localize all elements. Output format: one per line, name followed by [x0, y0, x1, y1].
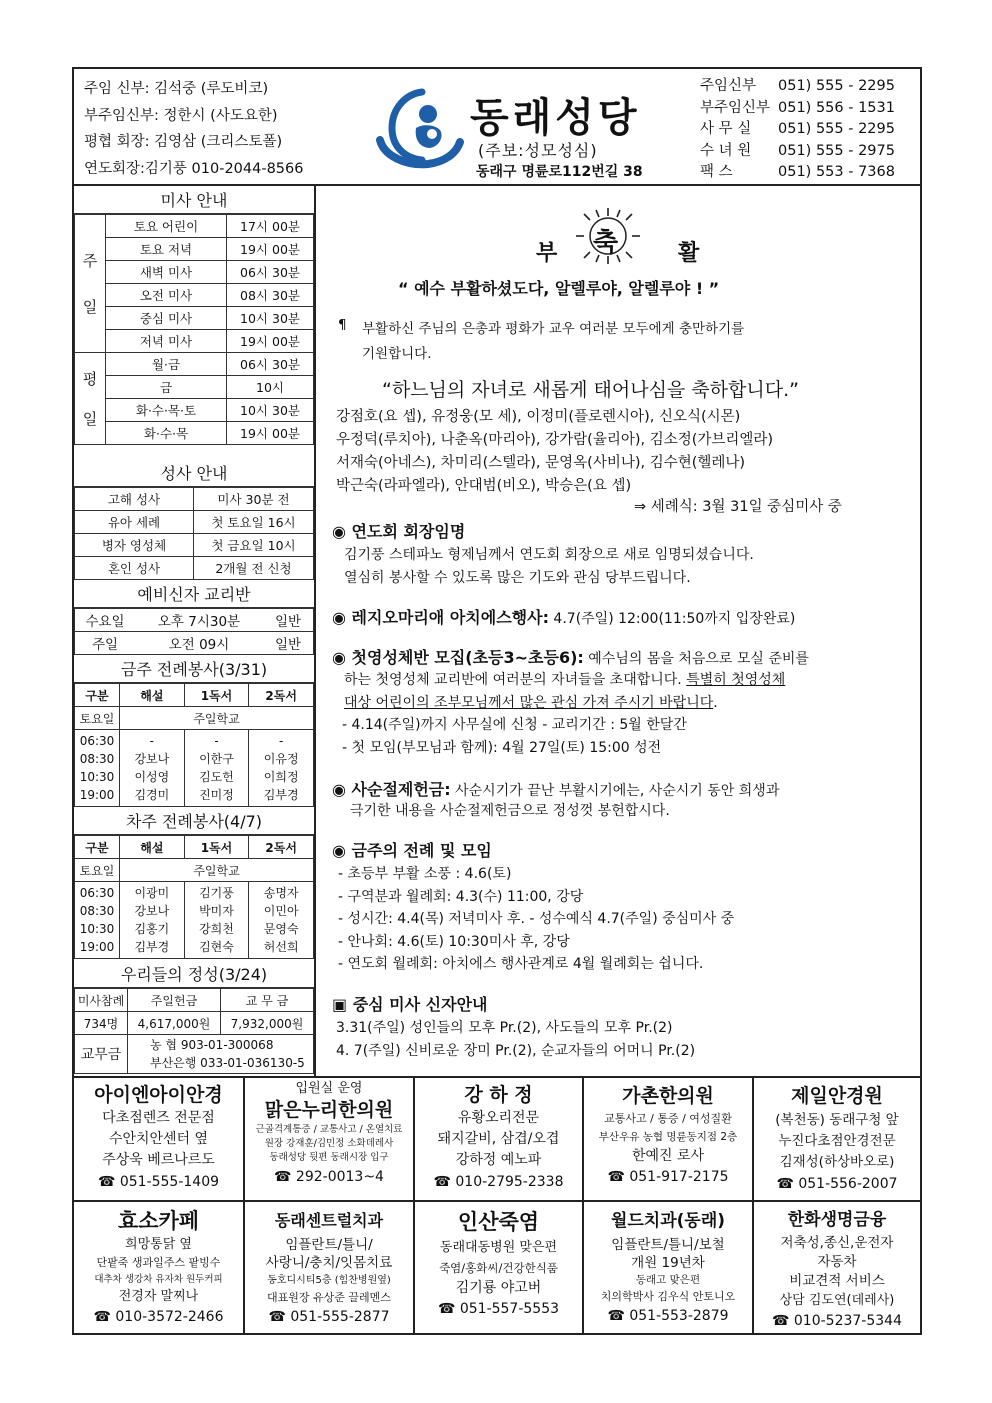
clergy-info	[84, 76, 304, 182]
class-time: 오전 09시	[135, 632, 263, 655]
header-divider	[72, 184, 922, 186]
sacrament-name: 혼인 성사	[75, 557, 194, 580]
church-address: 동래구 명륜로112번길 38	[476, 164, 643, 180]
contact-row	[700, 162, 895, 184]
mass-name: 새벽 미사	[106, 261, 227, 284]
table-row	[75, 353, 314, 376]
ads-divider	[72, 1076, 922, 1078]
sacrament-info: 미사 30분 전	[194, 488, 314, 511]
table-row	[75, 399, 314, 422]
account-numbers: 농 협 903-01-300068 부산은행 033-01-036130-5	[128, 1035, 314, 1074]
contact-phone: 051) 555 - 2295	[778, 121, 895, 137]
account-label: 교무금	[75, 1035, 128, 1074]
table-row	[75, 609, 314, 632]
easter-left-char: 부	[536, 241, 558, 266]
mass-name: 화·수·목·토	[106, 399, 227, 422]
greeting-line-2: 기원합니다.	[362, 346, 432, 362]
table-row	[75, 859, 314, 882]
greeting-line-1: 부활하신 주님의 은총과 평화가 교우 여러분 모두에게 충만하기를	[362, 321, 745, 337]
notice-4-text: 사순시기가 끝난 부활시기에는, 사순시기 동안 희생과	[450, 783, 780, 799]
saturday-label: 토요일	[75, 859, 120, 882]
ad-central-dental: 동래센트럴치과 임플란트/틀니/ 사랑니/충치/잇몸치료 동호디시티5층 (힘찬병원옆) 대표원장 유상준 끌레멘스 ☎ 051-555-2877	[265, 1211, 393, 1325]
table-row	[75, 557, 314, 580]
contact-label: 주임신부	[700, 78, 757, 94]
sacrament-name: 병자 영성체	[75, 534, 194, 557]
table-row	[75, 511, 314, 534]
column-header: 주일헌금	[128, 989, 221, 1012]
table-row	[75, 836, 314, 859]
notice-4-line-2: 극기한 내용을 사순절제헌금으로 정성껏 봉헌합시다.	[350, 803, 670, 819]
baptism-title: “하느님의 자녀로 새롭게 태어나심을 축하합니다.”	[382, 379, 799, 401]
time-cell: 06:30 08:30 10:30 19:00	[75, 730, 120, 807]
church-subtitle: (주보:성모성심)	[478, 141, 598, 160]
column-header: 해설	[120, 684, 185, 707]
contact-row	[700, 141, 895, 163]
contact-label: 사 무 실	[700, 121, 752, 137]
column-header: 교 무 금	[220, 989, 313, 1012]
mass-time: 10시 30분	[227, 307, 314, 330]
notice-1-title: ◉ 연도회 회장임명	[332, 522, 466, 541]
table-row	[75, 882, 314, 959]
mass-name: 토요 어린이	[106, 215, 227, 238]
ad-ini-optical: 아이엔아이안경 다초점렌즈 전문점 수안치안센터 옆 주상욱 베르나르도 ☎ 051-555-1409	[94, 1084, 223, 1190]
table-row	[75, 1012, 314, 1035]
commentary-cell: - 강보나 이성영 김경미	[120, 730, 185, 807]
column-header: 1독서	[184, 684, 249, 707]
contact-list	[700, 76, 895, 184]
baptism-date: ⇒ 세례식: 3월 31일 중심미사 중	[634, 499, 842, 515]
mass-title: 미사 안내	[74, 189, 314, 214]
mass-time: 19시 00분	[227, 238, 314, 261]
attendance-value: 734명	[75, 1012, 128, 1035]
ad-world-dental: 월드치과(동래) 임플란트/틀니/보철 개원 19년차 동래고 맞은편 치의학박사 김우식 안토니오 ☎ 051-553-2879	[600, 1211, 736, 1324]
sacrament-name: 유아 세례	[75, 511, 194, 534]
reading1-cell: 김기풍 박미자 강희천 김현숙	[184, 882, 249, 959]
table-row	[75, 632, 314, 655]
list-item: - 연도회 월례회: 아치에스 행사관계로 4월 월례회는 쉽니다.	[338, 956, 704, 972]
ad-gachon-clinic: 가촌한의원 교통사고 / 통증 / 여성질환 부산우유 농협 명륜동지점 2층 한예진 로사 ☎ 051-917-2175	[598, 1085, 738, 1185]
service-this-table	[74, 683, 314, 807]
notice-6-title: ▣ 중심 미사 신자안내	[332, 995, 488, 1014]
greeting-mark: ¶	[338, 317, 347, 333]
contact-row	[700, 76, 895, 98]
mass-time: 17시 00분	[227, 215, 314, 238]
notice-1-line-2: 열심히 봉사할 수 있도록 많은 기도와 관심 당부드립니다.	[344, 570, 691, 586]
baptism-names-4: 박근숙(라파엘라), 안대범(비오), 박승은(요 셉)	[336, 478, 632, 494]
mass-time: 10시	[227, 376, 314, 399]
pastor-line: 주임 신부: 김석중 (루도비코)	[84, 81, 269, 97]
yeondo-president-line: 연도회장:김기풍 010-2044-8566	[84, 160, 304, 177]
notice-2-text: 4.7(주일) 12:00(11:50까지 입장완료)	[548, 611, 796, 627]
list-item: 3.31(주일) 성인들의 모후 Pr.(2), 사도들의 모후 Pr.(2)	[336, 1020, 673, 1036]
table-row	[75, 684, 314, 707]
saturday-value: 주일학교	[120, 707, 314, 730]
associate-pastor-line: 부주임신부: 정한시 (사도요한)	[84, 107, 278, 124]
notice-2-title: ◉ 레지오마리애 아치에스행사:	[332, 608, 549, 627]
catechumen-title: 예비신자 교리반	[74, 583, 314, 608]
service-next-title: 차주 전례봉사(4/7)	[74, 810, 314, 835]
reading2-cell: - 이유정 이희정 김부경	[249, 730, 314, 807]
column-header: 2독서	[249, 836, 314, 859]
notice-3	[332, 645, 809, 668]
weekday-label: 평 일	[75, 353, 106, 445]
notice-3-line-5: - 첫 모임(부모님과 함께): 4월 27일(토) 15:00 성전	[342, 740, 662, 756]
time-cell: 06:30 08:30 10:30 19:00	[75, 882, 120, 959]
list-item: - 초등부 부활 소풍 : 4.6(토)	[338, 866, 512, 882]
class-time: 오후 7시30분	[135, 609, 263, 632]
offering-title: 우리들의 정성(3/24)	[74, 963, 314, 988]
mass-name: 화·수·목	[106, 422, 227, 445]
table-row	[75, 488, 314, 511]
contact-label: 팩 스	[700, 164, 733, 180]
reading1-cell: - 이한구 김도헌 진미정	[184, 730, 249, 807]
table-row	[75, 707, 314, 730]
table-row	[75, 534, 314, 557]
service-next-table	[74, 835, 314, 959]
table-row	[75, 730, 314, 807]
list-item: - 안나회: 4.6(토) 10:30미사 후, 강당	[338, 934, 570, 950]
reading2-cell: 송명자 이민아 문영숙 허선희	[249, 882, 314, 959]
dues-value: 7,932,000원	[220, 1012, 313, 1035]
contact-row	[700, 98, 895, 120]
table-row	[75, 307, 314, 330]
column-header: 해설	[120, 836, 185, 859]
column-header: 미사참례	[75, 989, 128, 1012]
contact-phone: 051) 556 - 1531	[778, 99, 895, 116]
mass-table	[74, 214, 314, 445]
mass-name: 오전 미사	[106, 284, 227, 307]
contact-phone: 051) 553 - 7368	[778, 164, 895, 180]
table-row	[75, 261, 314, 284]
table-row	[75, 330, 314, 353]
mass-time: 08시 30분	[227, 284, 314, 307]
sacrament-info: 첫 토요일 16시	[194, 511, 314, 534]
church-logo-icon	[370, 84, 466, 170]
column-header: 구분	[75, 836, 120, 859]
church-title: 동래성당	[470, 95, 641, 141]
table-row	[75, 238, 314, 261]
ad-kanghajeong: 강 하 정 유황오리전문 돼지갈비, 삼겹/오겹 강하정 예노파 ☎ 010-2795-2338	[433, 1084, 564, 1190]
notice-3-title: ◉ 첫영성체반 모집(초등3~초등6):	[332, 648, 584, 667]
sacrament-table	[74, 487, 314, 580]
table-row	[75, 422, 314, 445]
column-header: 1독서	[184, 836, 249, 859]
notice-4	[332, 777, 779, 800]
saturday-value: 주일학교	[120, 859, 314, 882]
contact-phone: 051) 555 - 2975	[778, 142, 895, 159]
notice-3-line-3: 대상 어린이의 조부모님께서 많은 관심 가져 주시기 바랍니다.	[344, 695, 718, 711]
sunday-label: 주 일	[75, 215, 106, 353]
sunday-offering-value: 4,617,000원	[128, 1012, 221, 1035]
offering-table	[74, 988, 314, 1074]
list-item: - 성시간: 4.4(목) 저녁미사 후. - 성수예식 4.7(주일) 중심미사 중	[338, 911, 735, 927]
class-day: 주일	[75, 632, 136, 655]
notice-5-title: ◉ 금주의 전례 및 모임	[332, 841, 492, 860]
column-header: 2독서	[249, 684, 314, 707]
mass-time: 06시 30분	[227, 353, 314, 376]
ad-hyoso-cafe: 효소카페 희망통닭 옆 단팥죽 생과일주스 팥빙수 대추차 생강차 유자차 원두커피 전경자 말찌나 ☎ 010-3572-2466	[93, 1209, 224, 1325]
saturday-label: 토요일	[75, 707, 120, 730]
notice-1-line-1: 김기풍 스테파노 형제님께서 연도회 회장으로 새로 임명되셨습니다.	[344, 547, 754, 563]
council-president-line: 평협 회장: 김영삼 (크리스토폴)	[84, 134, 283, 150]
column-divider	[314, 184, 316, 1076]
column-header: 구분	[75, 684, 120, 707]
ad-malgeunnuri-clinic: 입원실 운영 맑은누리한의원 근골격계통증 / 교통사고 / 온열치료 원장 강재훈/김민정 소화데레사 동래성당 뒷편 동래시장 입구 ☎ 292-0013~4	[255, 1081, 403, 1185]
catechumen-table	[74, 608, 314, 655]
service-this-title: 금주 전례봉사(3/31)	[74, 658, 314, 683]
notice-3-line-4: - 4.14(주일)까지 사무실에 신청 - 교리기간 : 5월 한달간	[342, 717, 687, 733]
class-type: 일반	[263, 632, 314, 655]
baptism-names-3: 서재숙(아네스), 차미리(스텔라), 문영옥(사비나), 김수현(헬레나)	[336, 455, 746, 471]
table-row	[75, 1035, 314, 1074]
baptism-names-1: 강점호(요 셉), 유정웅(모 세), 이정미(플로렌시아), 신오식(시몬)	[336, 409, 741, 425]
table-row	[75, 284, 314, 307]
table-row	[75, 989, 314, 1012]
easter-badge-char: 축	[593, 228, 619, 258]
mass-name: 중심 미사	[106, 307, 227, 330]
contact-label: 수 녀 원	[700, 142, 752, 159]
contact-phone: 051) 555 - 2295	[778, 78, 895, 94]
ad-jeil-optical: 제일안경원 (복천동) 동래구청 앞 누진다초점안경전문 김재성(하상바오로) ☎ 051-556-2007	[775, 1085, 899, 1192]
sacrament-info: 2개월 전 신청	[194, 557, 314, 580]
contact-label: 부주임신부	[700, 99, 771, 116]
mass-name: 월·금	[106, 353, 227, 376]
mass-time: 19시 00분	[227, 422, 314, 445]
ad-insan-jugyeom: 인산죽염 동래대동병원 맞은편 죽염/홍화씨/건강한식품 김기룡 야고버 ☎ 051-557-5553	[437, 1210, 560, 1317]
sacrament-name: 고해 성사	[75, 488, 194, 511]
mass-name: 저녁 미사	[106, 330, 227, 353]
mass-name: 금	[106, 376, 227, 399]
easter-right-char: 활	[678, 241, 700, 266]
contact-row	[700, 119, 895, 141]
sacrament-title: 성사 안내	[74, 462, 314, 487]
sacrament-info: 첫 금요일 10시	[194, 534, 314, 557]
commentary-cell: 이광미 강보나 김홍기 김부경	[120, 882, 185, 959]
mass-time: 19시 00분	[227, 330, 314, 353]
table-row	[75, 376, 314, 399]
ad-row-divider	[72, 1200, 922, 1202]
easter-slogan: “ 예수 부활하셨도다, 알렐루야, 알렐루야 ! ”	[398, 279, 720, 298]
list-item: - 구역분과 월례회: 4.3(수) 11:00, 강당	[338, 889, 584, 905]
notice-4-title: ◉ 사순절제헌금:	[332, 780, 451, 799]
mass-name: 토요 저녁	[106, 238, 227, 261]
notice-3-line-2: 하는 첫영성체 교리반에 여러분의 자녀들을 초대합니다. 특별히 첫영성체	[344, 672, 786, 688]
mass-time: 06시 30분	[227, 261, 314, 284]
notice-3-text: 예수님의 몸을 처음으로 모실 준비를	[583, 651, 809, 667]
list-item: 4. 7(주일) 신비로운 장미 Pr.(2), 순교자들의 어머니 Pr.(2)	[336, 1043, 696, 1059]
ad-hanwha-life: 한화생명금융 저축성,종신,운전자 자동차 비교견적 서비스 상담 김도연(데레사) ☎ 010-5237-5344	[772, 1210, 902, 1329]
class-type: 일반	[263, 609, 314, 632]
baptism-names-2: 우정덕(루치아), 나춘옥(마리아), 강가람(율리아), 김소정(가브리엘라)	[336, 432, 774, 448]
notice-2	[332, 605, 795, 628]
class-day: 수요일	[75, 609, 136, 632]
table-row	[75, 215, 314, 238]
mass-time: 10시 30분	[227, 399, 314, 422]
